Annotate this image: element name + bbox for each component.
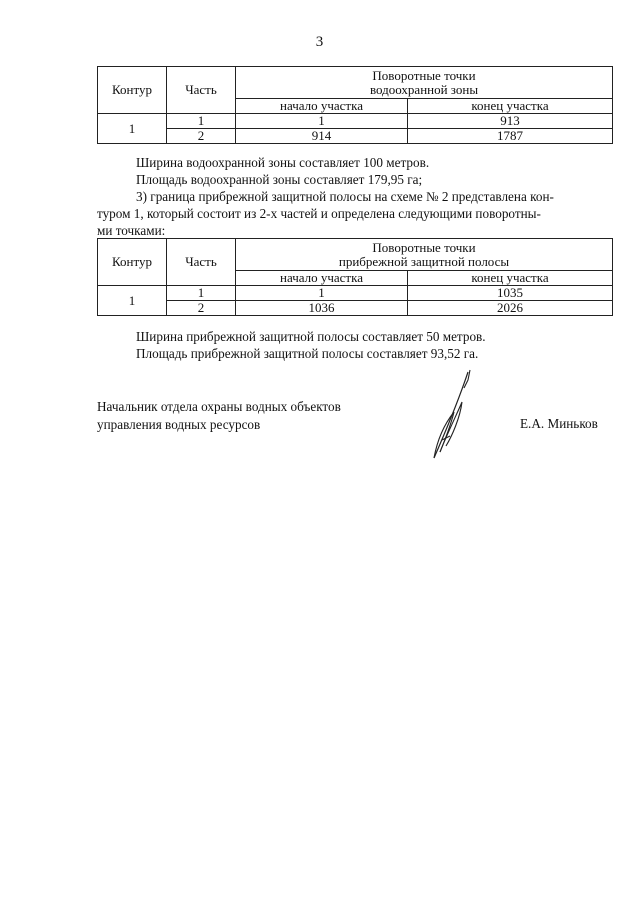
- signatory-title-line2: управления водных ресурсов: [97, 417, 261, 432]
- water-zone-area-text: Площадь водоохранной зоны составляет 179,95 га;: [136, 172, 423, 187]
- cell-part: 1: [167, 114, 236, 129]
- water-zone-table: [97, 66, 613, 144]
- header-points-line1: Поворотные точки: [372, 67, 476, 83]
- signatory-name: Е.А. Миньков: [520, 416, 598, 431]
- table-row: [98, 114, 613, 129]
- header-start: начало участка: [236, 271, 408, 286]
- header-part: Часть: [167, 239, 236, 286]
- water-zone-width-text: Ширина водоохранной зоны составляет 100 метров.: [136, 155, 430, 170]
- protective-strip-area-text: Площадь прибрежной защитной полосы составляет 93,52 га.: [136, 346, 479, 361]
- table-row: [98, 301, 613, 316]
- page-number: 3: [315, 34, 324, 50]
- header-part: Часть: [167, 67, 236, 114]
- signatory-title: [97, 398, 341, 434]
- handwritten-signature: [420, 366, 500, 466]
- table-row: [98, 286, 613, 301]
- cell-start: 1036: [236, 301, 408, 316]
- table-row: [98, 129, 613, 144]
- cell-start: 1: [236, 286, 408, 301]
- header-start: начало участка: [236, 99, 408, 114]
- cell-start: 914: [236, 129, 408, 144]
- cell-part: 2: [167, 129, 236, 144]
- signatory-title-line1: Начальник отдела охраны водных объектов: [97, 399, 341, 414]
- header-turning-points: [236, 67, 613, 99]
- cell-contour: 1: [98, 286, 167, 316]
- header-end: конец участка: [408, 99, 613, 114]
- cell-end: 1787: [408, 129, 613, 144]
- cell-start: 1: [236, 114, 408, 129]
- cell-end: 2026: [408, 301, 613, 316]
- header-points-line2: прибрежной защитной полосы: [338, 253, 510, 269]
- header-end: конец участка: [408, 271, 613, 286]
- protective-strip-width-text: Ширина прибрежной защитной полосы составляет 50 метров.: [136, 329, 486, 344]
- protective-strip-table: [97, 238, 613, 316]
- paragraph-3-line3: ми точками:: [97, 223, 166, 238]
- header-contour: Контур: [98, 239, 167, 286]
- cell-part: 2: [167, 301, 236, 316]
- paragraph-3-line1: 3) граница прибрежной защитной полосы на схеме № 2 представлена кон-: [136, 189, 554, 204]
- cell-end: 1035: [408, 286, 613, 301]
- header-contour: Контур: [98, 67, 167, 114]
- paragraph-3-line2: туром 1, который состоит из 2-х частей и определена следующими поворотны-: [97, 206, 541, 221]
- header-points-line1: Поворотные точки: [372, 239, 476, 255]
- cell-part: 1: [167, 286, 236, 301]
- cell-contour: 1: [98, 114, 167, 144]
- cell-end: 913: [408, 114, 613, 129]
- header-turning-points: [236, 239, 613, 271]
- header-points-line2: водоохранной зоны: [369, 81, 479, 97]
